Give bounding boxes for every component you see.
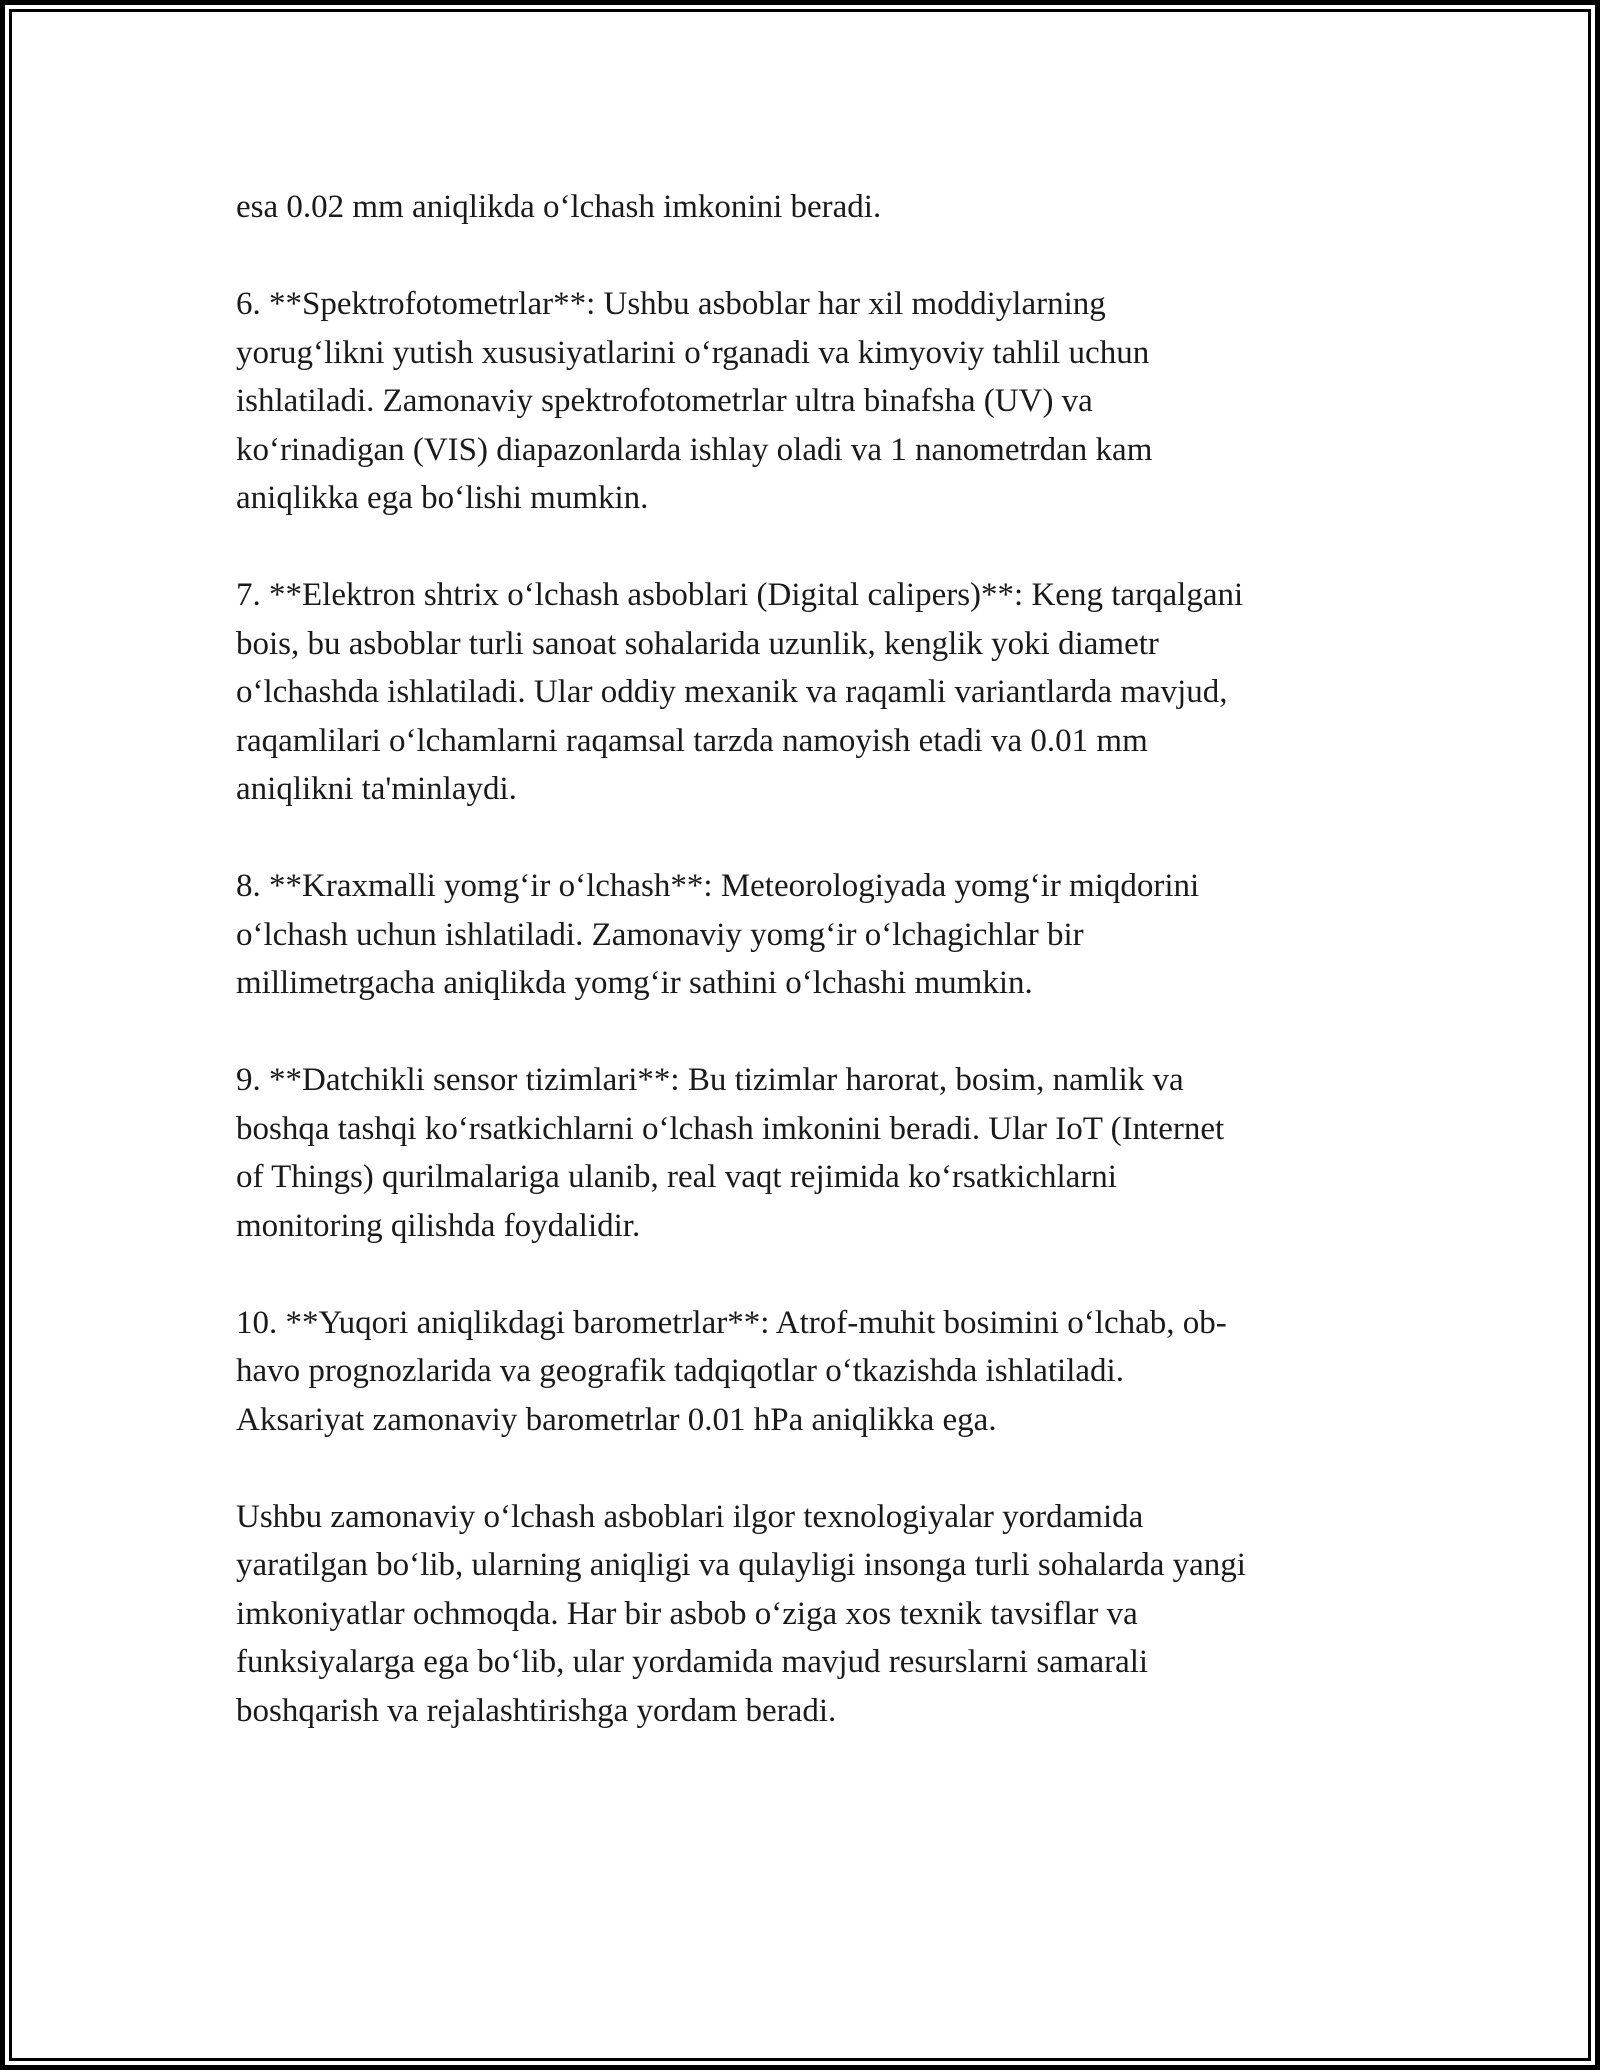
paragraph-conclusion: Ushbu zamonaviy o‘lchash asboblari ilgor texnologiyalar yordamida yaratilgan bo‘lib, ularning aniqligi va qulayligi insonga turli sohalarda yangi imkoniyatlar ochmoqda. Har bir asbob o‘ziga xos texnik tavsiflar va funksiyalarga ega bo‘lib, ular yordamida mavjud resurslarni samarali boshqarish va rejalashtirishga yordam beradi.	[236, 1498, 1246, 1729]
paragraph-item-7: 7. **Elektron shtrix o‘lchash asboblari (Digital calipers)**: Keng tarqalgani bois, bu asboblar turli sanoat sohalarida uzunlik, kenglik yoki diametr o‘lchashda ishlatiladi. Ular oddiy mexanik va raqamli variantlarda mavjud, raqamlilari o‘lchamlarni raqamsal tarzda namoyish etadi va 0.01 mm aniqlikni ta'minlaydi.	[236, 577, 1244, 807]
document-body	[236, 183, 1376, 1784]
paragraph-continuation: esa 0.02 mm aniqlikda o‘lchash imkonini beradi.	[236, 189, 882, 225]
paragraph-item-8: 8. **Kraxmalli yomg‘ir o‘lchash**: Meteorologiyada yomg‘ir miqdorini o‘lchash uchun ishlatiladi. Zamonaviy yomg‘ir o‘lchagichlar bir millimetrgacha aniqlikda yomg‘ir sathini o‘lchashi mumkin.	[236, 868, 1200, 1001]
paragraph-item-9: 9. **Datchikli sensor tizimlari**: Bu tizimlar harorat, bosim, namlik va boshqa tashqi ko‘rsatkichlarni o‘lchash imkonini beradi. Ular IoT (Internet of Things) qurilmalariga ulanib, real vaqt rejimida ko‘rsatkichlarni monitoring qilishda foydalidir.	[236, 1062, 1225, 1244]
paragraph-item-10: 10. **Yuqori aniqlikdagi barometrlar**: Atrof-muhit bosimini o‘lchab, ob- havo prognozlarida va geografik tadqiqotlar o‘tkazishda ishlatiladi. Aksariyat zamonaviy barometrlar 0.01 hPa aniqlikka ega.	[236, 1304, 1227, 1438]
paragraph-item-6: 6. **Spektrofotometrlar**: Ushbu asboblar har xil moddiylarning yorug‘likni yutish xususiyatlarini o‘rganadi va kimyoviy tahlil uchun ishlatiladi. Zamonaviy spektrofotometrlar ultra binafsha (UV) va ko‘rinadigan (VIS) diapazonlarda ishlay oladi va 1 nanometrdan kam aniqlikka ega bo‘lishi mumkin.	[236, 286, 1153, 516]
